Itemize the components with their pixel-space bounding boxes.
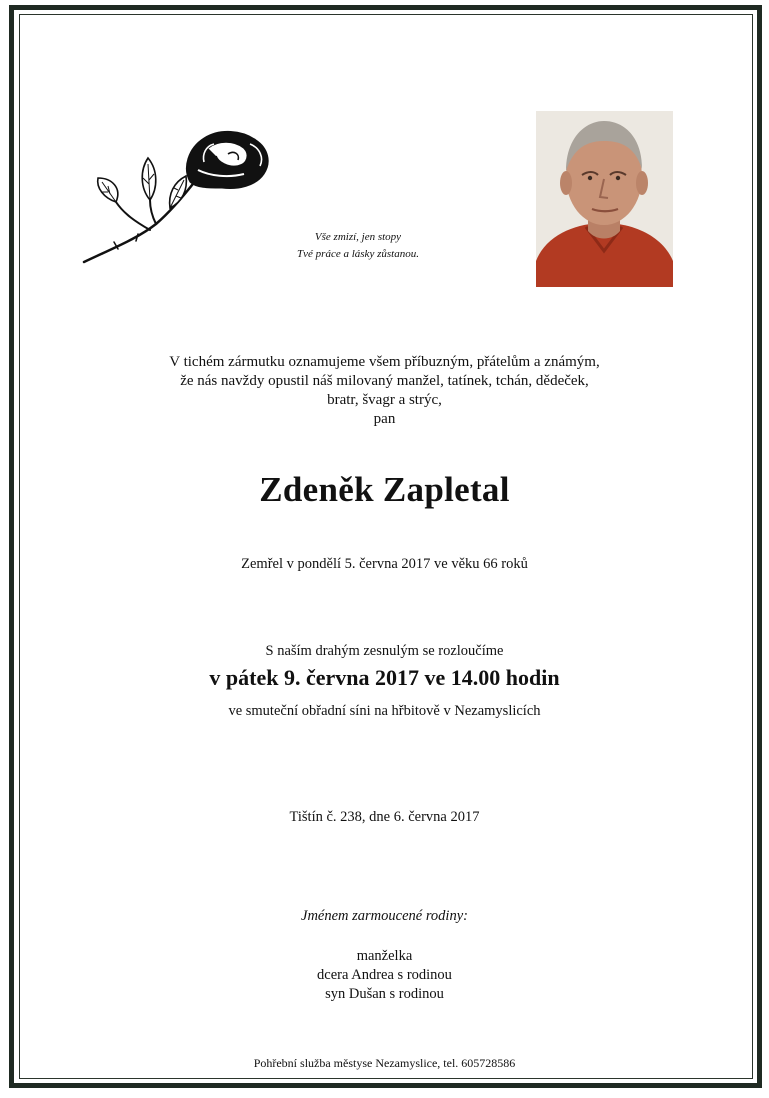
- announcement-line-2: že nás navždy opustil náš milovaný manžel, tatínek, tchán, dědeček,: [180, 373, 589, 389]
- portrait-photo: [536, 111, 673, 287]
- family-member: syn Dušan s rodinou: [325, 986, 444, 1002]
- memorial-motto: [268, 229, 448, 263]
- farewell-place: ve smuteční obřadní síni na hřbitově v Nezamyslicích: [228, 703, 541, 719]
- deceased-name: Zdeněk Zapletal: [259, 470, 510, 509]
- portrait-image: [536, 111, 673, 287]
- farewell-datetime: v pátek 9. června 2017 ve 14.00 hodin: [209, 665, 560, 690]
- announcement-line-1: V tichém zármutku oznamujeme všem příbuzným, přátelům a známým,: [169, 354, 600, 370]
- death-announcement: [0, 353, 769, 429]
- family-members: [0, 947, 769, 1004]
- family-member: manželka: [356, 948, 413, 964]
- rose-icon: [78, 118, 278, 270]
- farewell-intro: S naším drahým zesnulým se rozloučíme: [265, 643, 504, 659]
- place-and-date: Tištín č. 238, dne 6. června 2017: [289, 809, 480, 825]
- death-info: Zemřel v pondělí 5. června 2017 ve věku 66 roků: [241, 556, 528, 572]
- motto-line-2: Tvé práce a lásky zůstanou.: [297, 248, 419, 260]
- announcement-line-4: pan: [373, 411, 396, 427]
- family-member: dcera Andrea s rodinou: [317, 967, 452, 983]
- announcement-line-3: bratr, švagr a strýc,: [327, 392, 442, 408]
- motto-line-1: Vše zmizí, jen stopy: [314, 231, 402, 243]
- funeral-service-footer: Pohřební služba městyse Nezamyslice, tel. 605728586: [253, 1056, 516, 1070]
- family-intro: Jménem zarmoucené rodiny:: [301, 908, 468, 924]
